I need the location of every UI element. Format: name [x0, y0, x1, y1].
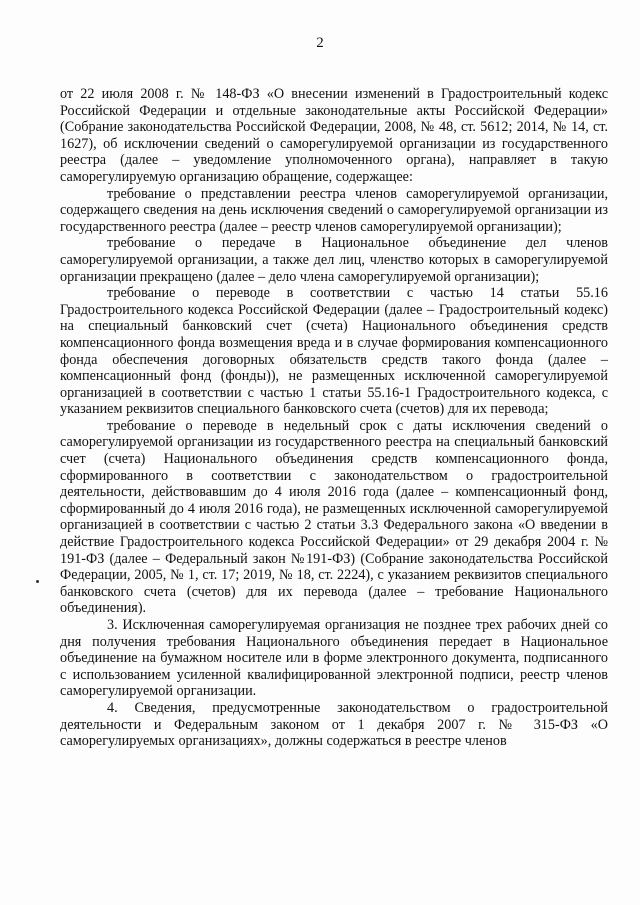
paragraph-weekly-transfer-requirement: требование о переводе в недельный срок с даты исключения сведений о саморегулируемой организации из государственного реестра на специальный банковский счет (счета) Национального объединения средств компенсационного фонда, сформированного в соответствии с законодательством о градостроительной деятельности, действовавшим до 4 июля 2016 года (далее – компенсационный фонд, сформированный до 4 июля 2016 года), не размещенных исключенной саморегулируемой организацией в соответствии с частью 2 статьи 3.3 Федерального закона «О введении в действие Градостроительного кодекса Российской Федерации» от 29 декабря 2004 г. № 191-ФЗ (далее – Федеральный закон №191-ФЗ) (Собрание законодательства Российской Федерации, 2005, № 1, ст. 17; 2019, № 18, ст. 2224), с указанием реквизитов специального банковского счета (счетов) для их перевода (далее – требование Национального объединения). [60, 417, 608, 617]
page-number: 2 [316, 35, 324, 51]
paragraph-registry-requirement: требование о представлении реестра членов саморегулируемой организации, содержащего сведения на день исключения сведений о саморегулируемой организации из государственного реестра (далее – реестр членов саморегулируемой организации); [60, 185, 608, 235]
paragraph-continuation: от 22 июля 2008 г. № 148-ФЗ «О внесении изменений в Градостроительный кодекс Российской Федерации и отдельные законодательные акты Российской Федерации» (Собрание законодательства Российской Федерации, 2008, № 48, ст. 5612; 2014, № 14, ст. 1627), об исключении сведений о саморегулируемой организации из государственного реестра (далее – уведомление уполномоченного органа), направляет в такую саморегулируемую организацию обращение, содержащее: [60, 86, 608, 185]
paragraph-case-transfer-requirement: требование о передаче в Национальное объединение дел членов саморегулируемой организации, а также дел лиц, членство которых в саморегулируемой организации прекращено (далее – дело члена саморегулируемой организации); [60, 235, 608, 285]
document-body [60, 86, 608, 750]
paragraph-item-4: 4. Сведения, предусмотренные законодательством о градостроительной деятельности и Федеральным законом от 1 декабря 2007 г. № 315-ФЗ «О саморегулируемых организациях», должны содержаться в реестре членов [60, 699, 608, 750]
paragraph-fund-transfer-requirement: требование о переводе в соответствии с частью 14 статьи 55.16 Градостроительного кодекса Российской Федерации (далее – Градостроительный кодекс) на специальный банковский счет (счета) Национального объединения средств компенсационного фонда возмещения вреда и в случае формирования компенсационного фонда обеспечения договорных обязательств средств такого фонда (далее – компенсационный фонд (фонды)), не размещенных исключенной саморегулируемой организацией в соответствии с частью 1 статьи 55.16-1 Градостроительного кодекса, с указанием реквизитов специального банковского счета (счетов) для их перевода; [60, 285, 608, 418]
scan-mark [36, 580, 39, 583]
paragraph-item-3: 3. Исключенная саморегулируемая организация не позднее трех рабочих дней со дня получения требования Национального объединения передает в Национальное объединение на бумажном носителе или в форме электронного документа, подписанного с использованием усиленной квалифицированной электронной подписи, реестр членов саморегулируемой организации. [60, 617, 608, 700]
